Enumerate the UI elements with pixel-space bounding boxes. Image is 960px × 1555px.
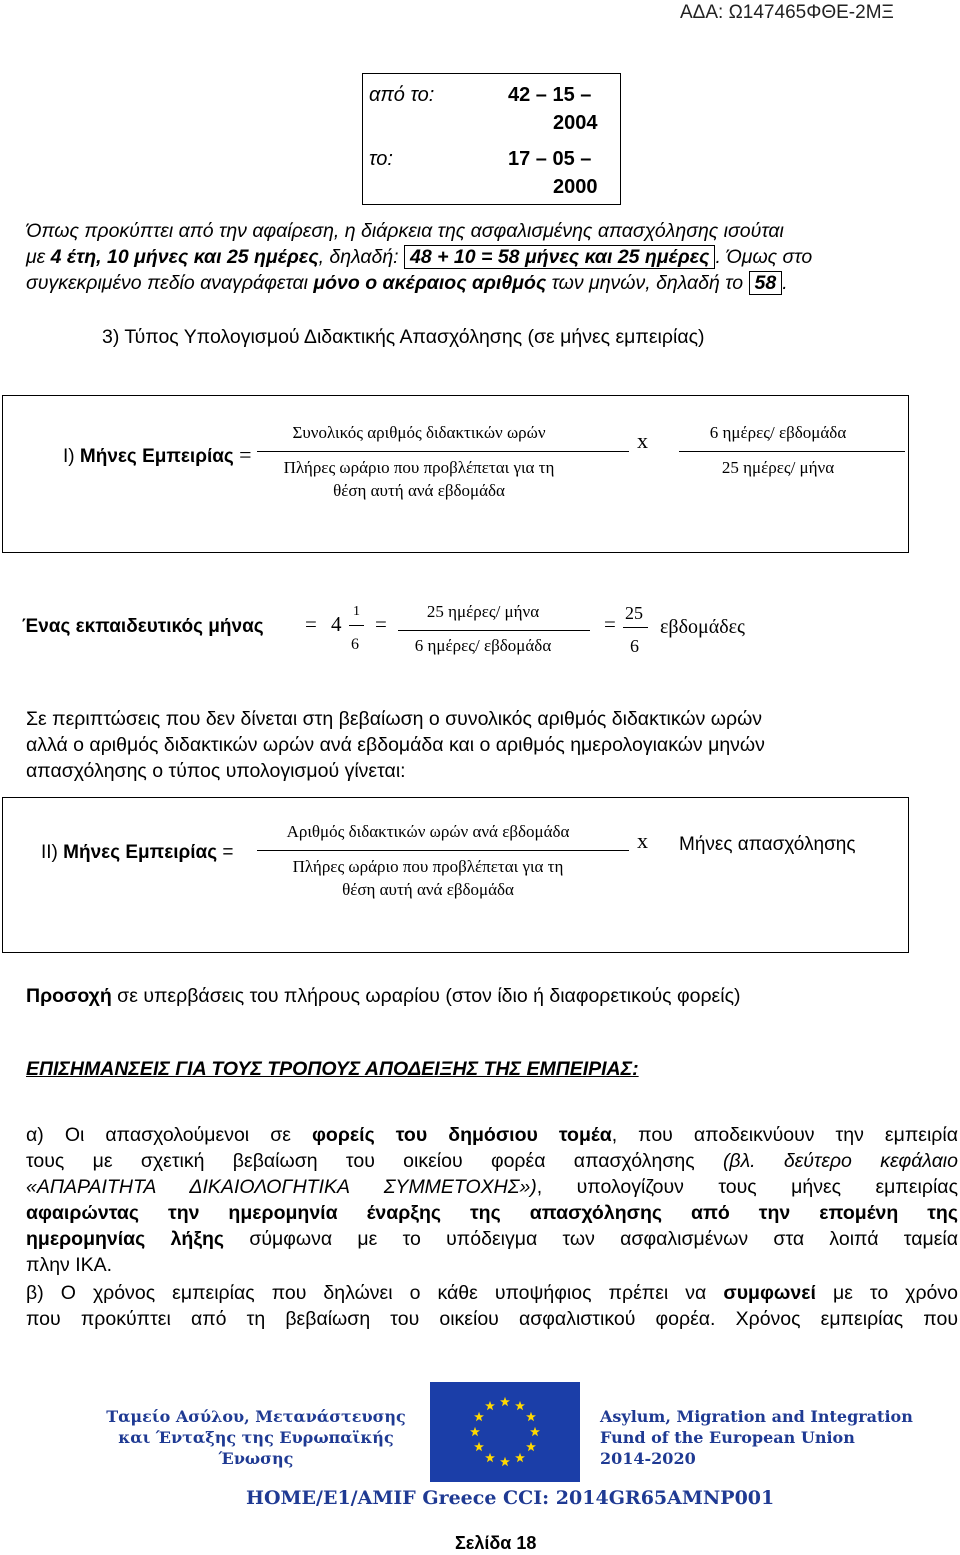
- intro-paragraph: [26, 218, 958, 296]
- month-eq-result-num: 25: [625, 603, 643, 623]
- note-a: [26, 1122, 958, 1278]
- from-value-1: 42 – 15 –: [508, 84, 592, 106]
- intro-line-1: Όπως προκύπτει από την αφαίρεση, η διάρκεια της ασφαλισμένης απασχόλησης ισούται: [26, 220, 784, 242]
- month-eq-frac-den: 6: [351, 636, 359, 653]
- note-a-line-2: τους με σχετική βεβαίωση του οικείου φορέα απασχόλησης (βλ. δεύτερο κεφάλαιο: [26, 1150, 958, 1172]
- month-eq-sign-3: =: [604, 612, 616, 636]
- formula-2-label: II) Μήνες Εμπειρίας =: [41, 842, 234, 863]
- month-eq-frac-num: 1: [353, 604, 360, 619]
- note-a-line-3: «ΑΠΑΡΑΙΤΗΤΑ ΔΙΚΑΙΟΛΟΓΗΤΙΚΑ ΣΥΜΜΕΤΟΧΗΣ»), υπολογίζουν τους μήνες εμπειρίας: [26, 1176, 958, 1198]
- attention-note: Προσοχή σε υπερβάσεις του πλήρους ωραρίου (στον ίδιο ή διαφορετικούς φορείς): [26, 985, 741, 1007]
- footer-project-code: HOME/E1/AMIF Greece CCI: 2014GR65AMNP001: [246, 1487, 775, 1509]
- formula-1-right-denominator: 25 ημέρες/ μήνα: [721, 458, 835, 477]
- cases-paragraph: [26, 706, 958, 784]
- from-label: από το:: [369, 84, 435, 106]
- month-eq-sign-1: =: [305, 612, 317, 636]
- note-a-line-4: αφαιρώντας την ημερομηνία έναρξης της απασχόλησης από την επομένη της: [26, 1202, 958, 1224]
- eu-flag-icon: [430, 1382, 580, 1482]
- cases-line-2: αλλά ο αριθμός διδακτικών ωρών ανά εβδομάδα και ο αριθμός ημερολογιακών μηνών: [26, 734, 765, 756]
- month-eq-unit: εβδομάδες: [660, 616, 745, 638]
- section-3-title: 3) Τύπος Υπολογισμού Διδακτικής Απασχόλησης (σε μήνες εμπειρίας): [102, 326, 705, 348]
- note-a-line-6: πλην ΙΚΑ.: [26, 1254, 113, 1276]
- note-a-line-1: α) Οι απασχολούμενοι σε φορείς του δημόσιου τομέα, που αποδεικνύουν την εμπειρία: [26, 1124, 959, 1146]
- formula-2-right: Μήνες απασχόλησης: [679, 834, 856, 855]
- month-eq-whole: 4: [331, 612, 342, 636]
- month-eq-numerator: 25 ημέρες/ μήνα: [426, 602, 540, 621]
- formula-2-times: x: [637, 828, 648, 853]
- eu-flag-svg: [430, 1382, 580, 1482]
- formula-2-denominator-2: θέση αυτή ανά εβδομάδα: [342, 880, 514, 899]
- formula-2-box: [2, 797, 909, 953]
- month-eq-sign-2: =: [375, 612, 387, 636]
- note-a-line-5: ημερομηνίας λήξης σύμφωνα με το υπόδειγμα των ασφαλισμένων στα λοιπά ταμεία: [26, 1228, 958, 1250]
- formula-1-right-numerator: 6 ημέρες/ εβδομάδα: [709, 423, 847, 442]
- intro-line-2: με 4 έτη, 10 μήνες και 25 ημέρες, δηλαδή: 48 + 10 = 58 μήνες και 25 ημέρες . Όμως στο: [26, 246, 813, 268]
- months-box: 58: [749, 271, 783, 295]
- cases-line-3: απασχόλησης ο τύπος υπολογισμού γίνεται:: [26, 760, 406, 782]
- month-eq-result-den: 6: [630, 636, 639, 656]
- month-equation-label: Ένας εκπαιδευτικός μήνας: [22, 616, 264, 637]
- formula-2-denominator-1: Πλήρες ωράριο που προβλέπεται για τη: [292, 857, 564, 876]
- dates-box: [362, 73, 621, 205]
- note-b-line-2: που προκύπτει από τη βεβαίωση του οικείου ασφαλιστικού φορέα. Χρόνος εμπειρίας που: [26, 1308, 958, 1330]
- ada-code: ΑΔΑ: Ω147465ΦΘΕ-2ΜΞ: [680, 2, 894, 23]
- footer-fund-english: Asylum, Migration and Integration Fund of the European Union 2014-2020: [600, 1407, 913, 1468]
- formula-1-numerator: Συνολικός αριθμός διδακτικών ωρών: [292, 423, 546, 442]
- to-label: το:: [369, 148, 393, 170]
- formula-1-box: [2, 395, 909, 553]
- month-eq-denominator: 6 ημέρες/ εβδομάδα: [414, 636, 552, 655]
- notes-heading: ΕΠΙΣΗΜΑΝΣΕΙΣ ΓΙΑ ΤΟΥΣ ΤΡΟΠΟΥΣ ΑΠΟΔΕΙΞΗΣ ΤΗΣ ΕΜΠΕΙΡΙΑΣ:: [26, 1058, 639, 1080]
- formula-2-numerator: Αριθμός διδακτικών ωρών ανά εβδομάδα: [286, 822, 570, 841]
- footer-fund-greek: Ταμείο Ασύλου, Μετανάστευσης και Ένταξης της Ευρωπαϊκής Ένωσης: [106, 1407, 406, 1468]
- formula-1-label: I) Μήνες Εμπειρίας =: [63, 442, 252, 467]
- note-b: [26, 1280, 958, 1332]
- note-b-line-1: β) Ο χρόνος εμπειρίας που δηλώνει ο κάθε υποψήφιος πρέπει να συμφωνεί με το χρόνο: [26, 1282, 958, 1304]
- to-value-1: 17 – 05 –: [508, 148, 592, 170]
- from-value-2: 2004: [553, 112, 598, 134]
- intro-line-3: συγκεκριμένο πεδίο αναγράφεται μόνο ο ακέραιος αριθμός των μηνών, δηλαδή το 58 .: [26, 272, 788, 294]
- formula-1-denominator-1: Πλήρες ωράριο που προβλέπεται για τη: [283, 458, 555, 477]
- to-value-2: 2000: [553, 176, 598, 198]
- page-number: Σελίδα 18: [455, 1533, 537, 1553]
- formula-1-times: x: [637, 428, 648, 453]
- result-box: 48 + 10 = 58 μήνες και 25 ημέρες: [404, 245, 715, 269]
- cases-line-1: Σε περιπτώσεις που δεν δίνεται στη βεβαίωση ο συνολικός αριθμός διδακτικών ωρών: [26, 708, 763, 730]
- formula-1-denominator-2: θέση αυτή ανά εβδομάδα: [333, 481, 505, 500]
